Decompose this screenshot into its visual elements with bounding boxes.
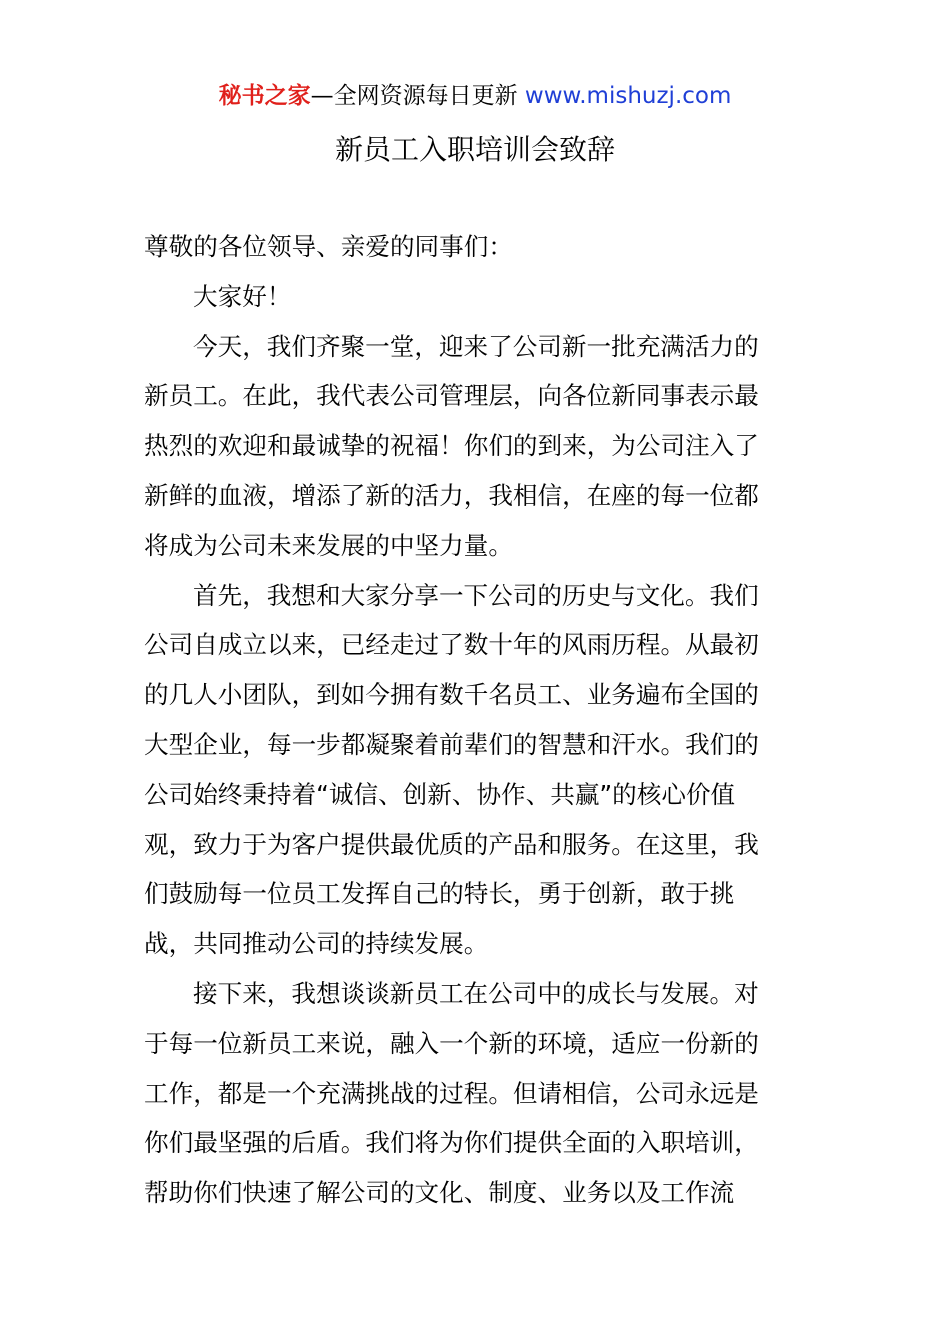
- paragraph-line: 接下来，我想谈谈新员工在公司中的成长与发展。对: [193, 978, 759, 1008]
- paragraph-line: 于每一位新员工来说，融入一个新的环境，适应一份新的: [144, 1028, 759, 1058]
- paragraph-line: 热烈的欢迎和最诚挚的祝福！你们的到来，为公司注入了: [144, 431, 759, 461]
- document-title: 新员工入职培训会致辞: [334, 133, 615, 166]
- paragraph-line: 观，致力于为客户提供最优质的产品和服务。在这里，我: [144, 829, 759, 859]
- paragraph-line: 你们最坚强的后盾。我们将为你们提供全面的入职培训，: [144, 1128, 759, 1158]
- paragraph-line: 们鼓励每一位员工发挥自己的特长，勇于创新，敢于挑: [144, 879, 735, 909]
- salutation-line: 尊敬的各位领导、亲爱的同事们：: [144, 232, 513, 261]
- paragraph-line: 新鲜的血液，增添了新的活力，我相信，在座的每一位都: [144, 480, 759, 510]
- greeting-line: 大家好！: [193, 281, 292, 311]
- site-tagline: —全网资源每日更新: [310, 83, 518, 109]
- paragraph-line: 新员工。在此，我代表公司管理层，向各位新同事表示最: [144, 381, 759, 411]
- paragraph-line: 工作，都是一个充满挑战的过程。但请相信，公司永远是: [144, 1078, 759, 1108]
- paragraph-line: 大型企业，每一步都凝聚着前辈们的智慧和汗水。我们的: [144, 729, 759, 759]
- paragraph-line: 公司始终秉持着“诚信、创新、协作、共赢”的核心价值: [144, 779, 736, 809]
- brand-name: 秘书之家: [218, 83, 311, 109]
- paragraph-line: 的几人小团队，到如今拥有数千名员工、业务遍布全国的: [144, 680, 759, 710]
- site-url: www.mishuzj.com: [524, 83, 732, 109]
- paragraph-line: 首先，我想和大家分享一下公司的历史与文化。我们: [193, 580, 759, 610]
- paragraph-line: 帮助你们快速了解公司的文化、制度、业务以及工作流: [144, 1178, 735, 1208]
- paragraph-line: 今天，我们齐聚一堂，迎来了公司新一批充满活力的: [193, 331, 759, 361]
- paragraph-line: 将成为公司未来发展的中坚力量。: [144, 530, 513, 560]
- site-header: [0, 78, 950, 114]
- paragraph-line: 战，共同推动公司的持续发展。: [144, 929, 489, 959]
- document-body: [144, 222, 808, 1218]
- paragraph-line: 公司自成立以来，已经走过了数十年的风雨历程。从最初: [144, 630, 759, 660]
